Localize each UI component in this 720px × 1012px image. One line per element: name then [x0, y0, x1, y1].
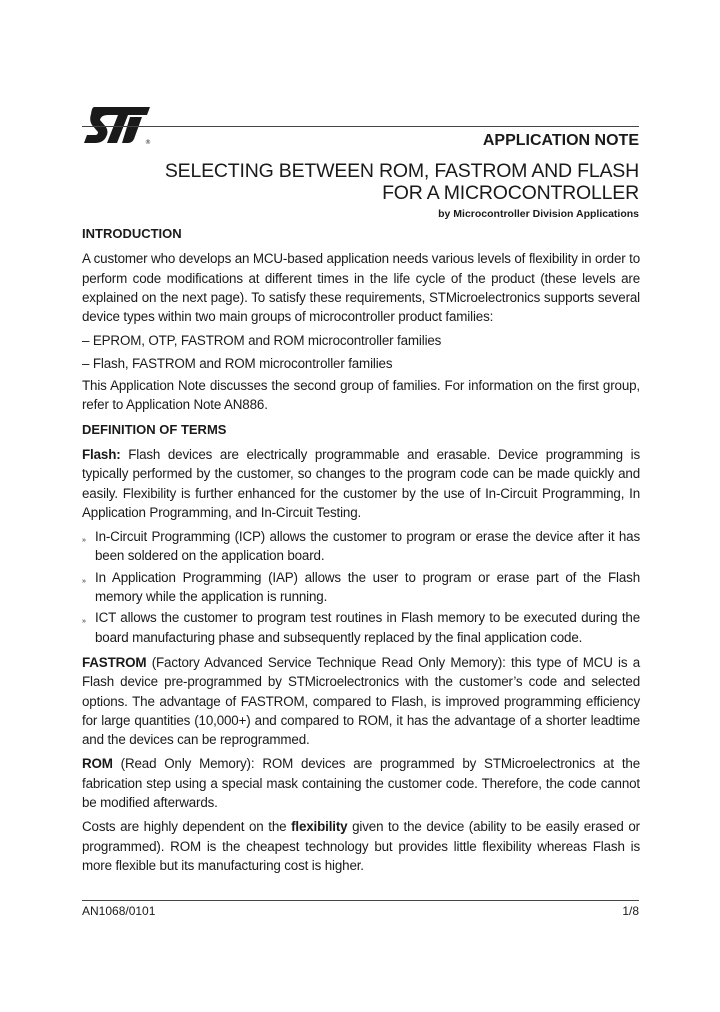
flash-term: Flash:	[82, 446, 121, 462]
bullet-mark-icon: »	[82, 577, 86, 585]
page-number: 1/8	[622, 904, 639, 918]
fastrom-definition	[82, 653, 640, 749]
rom-term: ROM	[82, 756, 113, 772]
rom-definition	[82, 754, 640, 812]
family-list-item-1: – EPROM, OTP, FASTROM and ROM microcontroller families	[82, 333, 442, 349]
bullet-mark-icon: »	[82, 537, 86, 545]
bullet-ict	[82, 608, 640, 647]
document-id: AN1068/0101	[82, 904, 156, 918]
author-byline: by Microcontroller Division Applications	[438, 208, 639, 220]
document-title	[165, 160, 639, 204]
costs-paragraph	[82, 817, 640, 875]
bullet-icp	[82, 527, 640, 566]
fastrom-text: (Factory Advanced Service Technique Read Only Memory): this type of MCU is a Flash device pre-programmed by STMicroelectronics with the customer’s code and selected options. The advantage of FASTROM, compared to Flash, is improved programming efficiency for large quantities (10,000+) and compared to ROM, it has the advantage of a shorter leadtime and the devices can be reprogrammed.	[82, 654, 640, 748]
bullet-mark-icon: »	[82, 618, 86, 626]
bullet-icp-text: In-Circuit Programming (ICP) allows the customer to program or erase the device after it has been soldered on the application board.	[95, 529, 640, 564]
footer-rule	[82, 900, 639, 901]
bullet-iap	[82, 568, 640, 607]
bullet-iap-text: In Application Programming (IAP) allows the user to program or erase part of the Flash memory while the application is running.	[95, 569, 640, 605]
svg-text:®: ®	[145, 139, 151, 146]
fastrom-term: FASTROM	[82, 654, 147, 670]
header-rule	[82, 126, 639, 127]
intro-paragraph-1: A customer who develops an MCU-based application needs various levels of flexibility in order to perform code modifications at different times in the life cycle of the product (these levels are explained on the next page). To satisfy these requirements, STMicroelectronics supports several device types within two main groups of microcontroller product families:	[82, 251, 640, 325]
rom-text: (Read Only Memory): ROM devices are programmed by STMicroelectronics at the fabrication step using a special mask containing the customer code. Therefore, the code cannot be modified afterwards.	[82, 756, 640, 811]
flash-text: Flash devices are electrically programmable and erasable. Device programming is typically performed by the customer, so changes to the program code can be made quickly and easily. Flexibility is further enhanced for the customer by the use of In-Circuit Programming, In Application Programming, and In-Circuit Testing.	[82, 446, 640, 520]
bullet-ict-text: ICT allows the customer to program test routines in Flash memory to be executed during the board manufacturing phase and subsequently replaced by the final application code.	[95, 610, 640, 645]
introduction-heading: INTRODUCTION	[82, 226, 182, 241]
family-list-item-2: – Flash, FASTROM and ROM microcontroller families	[82, 355, 393, 371]
title-line-2: FOR A MICROCONTROLLER	[382, 182, 639, 204]
costs-pre: Costs are highly dependent on the	[82, 819, 292, 835]
flash-definition	[82, 445, 640, 522]
title-line-1: SELECTING BETWEEN ROM, FASTROM AND FLASH	[164, 160, 639, 182]
doc-type-heading: APPLICATION NOTE	[482, 132, 639, 149]
definitions-heading: DEFINITION OF TERMS	[82, 421, 227, 437]
costs-post: given to the device (ability to be easily erased or programmed). ROM is the cheapest technology but provides little flexibility whereas Flash is more flexible but its manufacturing cost is higher.	[82, 819, 640, 873]
document-body	[82, 224, 640, 880]
intro-paragraph-2: This Application Note discusses the second group of families. For information on the first group, refer to Application Note AN886.	[82, 378, 640, 413]
costs-bold: flexibility	[291, 819, 348, 835]
